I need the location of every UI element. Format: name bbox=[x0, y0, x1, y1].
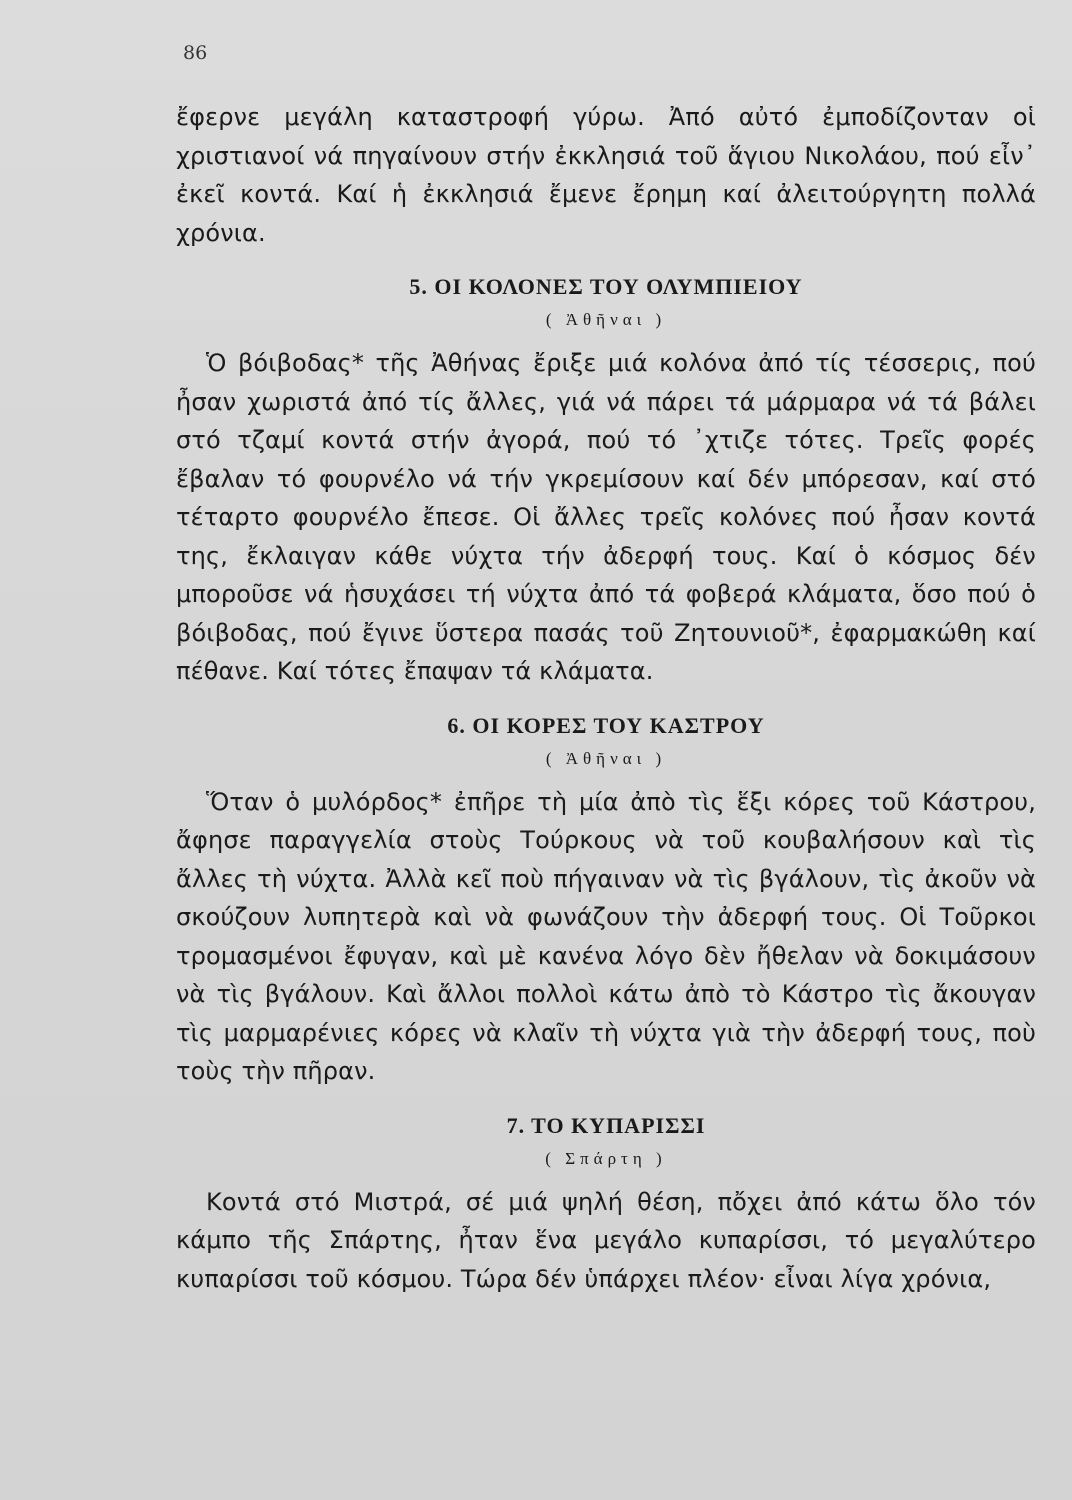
paragraph-castle-maidens: Ὅταν ὁ μυλόρδος* ἐπῆρε τὴ μία ἀπὸ τὶς ἕξι κόρες τοῦ Κάστρου, ἄφησε παραγγελία στοὺς Τούρκους νὰ τοῦ κουβαλήσουν καὶ τὶς ἄλλες τὴ νύχτα. Ἀλλὰ κεῖ ποὺ πήγαιναν νὰ τὶς βγάλουν, τὶς ἀκοῦν νὰ σκούζουν λυπητερὰ καὶ νὰ φωνάζουν τὴν ἀδερφή τους. Οἱ Τοῦρκοι τρομασμένοι ἔφυγαν, καὶ μὲ κανένα λόγο δὲν ἤθελαν νὰ δοκιμάσουν νὰ τὶς βγάλουν. Καὶ ἄλλοι πολλοὶ κάτω ἀπὸ τὸ Κάστρο τὶς ἄκουγαν τὶς μαρμαρένιες κόρες νὰ κλαῖν τὴ νύχτα γιὰ τὴν ἀδερφή τους, ποὺ τοὺς τὴν πῆραν. bbox=[176, 787, 1036, 1085]
section-place-sparta: ( Σπάρτη ) bbox=[545, 1148, 667, 1168]
paragraph-cypress: Κοντά στό Μιστρά, σέ μιά ψηλή θέση, πὄχει ἀπό κάτω ὅλο τόν κάμπο τῆς Σπάρτης, ἦταν ἕνα μεγάλο κυπαρίσσι, τό μεγαλύτερο κυπαρίσσι τοῦ κόσμου. Τώρα δέν ὑπάρχει πλέον· εἶναι λίγα χρόνια, bbox=[176, 1187, 1036, 1293]
section-place-athens: ( Ἀθῆναι ) bbox=[545, 310, 667, 329]
section-place-athens-2: ( Ἀθῆναι ) bbox=[545, 748, 667, 768]
paragraph-continuation: ἔφερνε μεγάλη καταστροφή γύρω. Ἀπό αὐτό ἐμποδίζονταν οἱ χριστιανοί νά πηγαίνουν στήν ἐκκλησιά τοῦ ἅγιου Νικολάου, πού εἶν᾽ ἐκεῖ κοντά. Καί ἡ ἐκκλησιά ἔμενε ἔρημη καί ἀλειτούργητη πολλά χρόνια. bbox=[176, 103, 1036, 247]
paragraph-olympieion-columns: Ὁ βόιβοδας* τῆς Ἀθήνας ἔριξε μιά κολόνα ἀπό τίς τέσσερις, πού ἦσαν χωριστά ἀπό τίς ἄλλες, γιά νά πάρει τά μάρμαρα νά τά βάλει στό τζαμί κοντά στήν ἀγορά, πού τό ᾽χτιζε τότες. Τρεῖς φορές ἔβαλαν τό φουρνέλο νά τήν γκρεμίσουν καί δέν μπόρεσαν, καί στό τέταρτο φουρνέλο ἔπεσε. Οἱ ἄλλες τρεῖς κολόνες πού ἦσαν κοντά της, ἔκλαιγαν κάθε νύχτα τήν ἀδερφή τους. Καί ὁ κόσμος δέν μποροῦσε νά ἡσυχάσει τή νύχτα ἀπό τά φοβερά κλάματα, ὅσο πού ὁ βόιβοδας, πού ἔγινε ὕστερα πασάς τοῦ Ζητουνιοῦ*, ἐφαρμακώθη καί πέθανε. Καί τότες ἔπαψαν τά κλάματα. bbox=[176, 349, 1036, 685]
section-title-cypress: 7. ΤΟ ΚΥΠΑΡΙΣΣΙ bbox=[506, 1112, 706, 1138]
page-number: 86 bbox=[183, 42, 208, 64]
section-title-olympieion-columns: 5. ΟΙ ΚΟΛΟΝΕΣ ΤΟΥ ΟΛΥΜΠΙΕΙΟΥ bbox=[409, 274, 803, 299]
page-body bbox=[176, 98, 1036, 1298]
section-title-castle-maidens: 6. ΟΙ ΚΟΡΕΣ ΤΟΥ ΚΑΣΤΡΟΥ bbox=[447, 712, 765, 738]
